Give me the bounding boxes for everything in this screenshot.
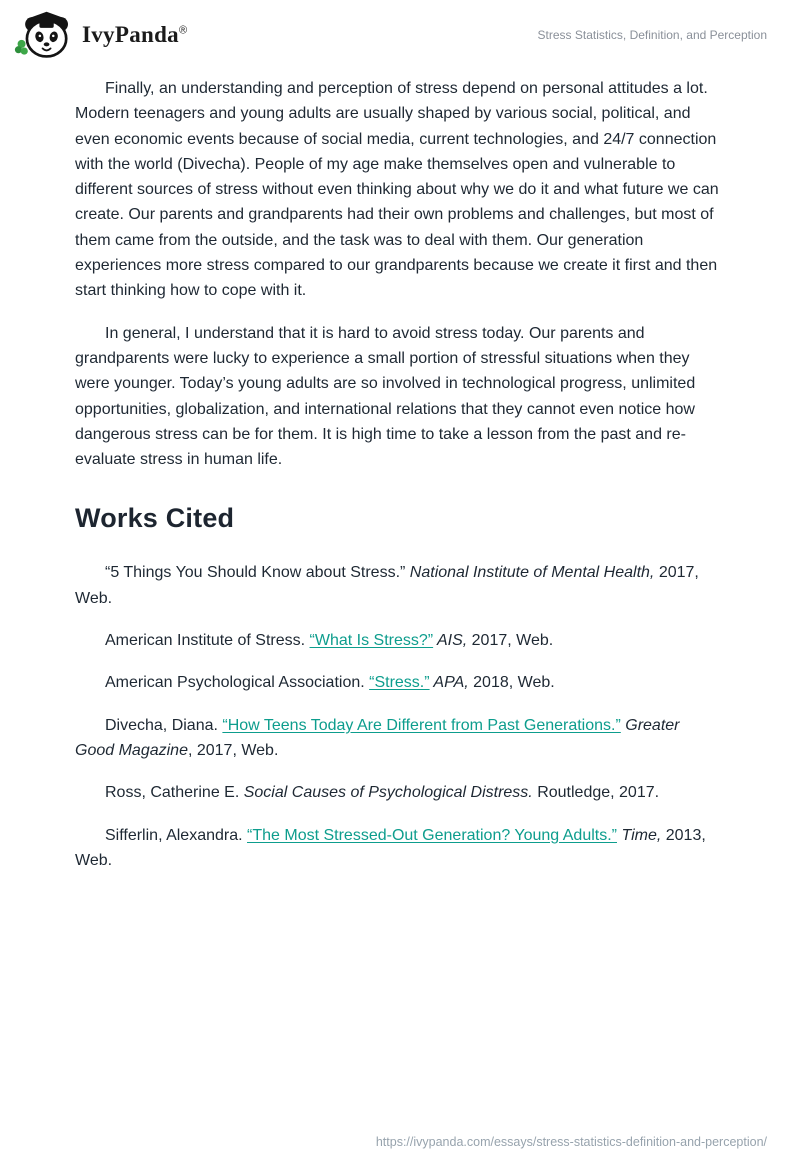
- citation-entry: [75, 823, 723, 874]
- citation-entry: [75, 670, 723, 695]
- registered-trademark: ®: [178, 24, 188, 37]
- ivypanda-brand[interactable]: [14, 10, 187, 60]
- works-cited-heading: Works Cited: [75, 503, 235, 534]
- citations-list: [75, 560, 723, 873]
- citation-entry: [75, 560, 723, 611]
- source-url-link[interactable]: https://ivypanda.com/essays/stress-statistics-definition-and-perception/: [375, 1135, 767, 1149]
- citation-text: National Institute of Mental Health,: [409, 564, 655, 582]
- citation-text: , 2017, Web.: [187, 741, 279, 759]
- ivypanda-logo-icon: [14, 10, 72, 60]
- essay-content: [0, 62, 800, 873]
- citation-link[interactable]: “What Is Stress?”: [309, 632, 434, 650]
- citation-text: 2013, Web.: [75, 826, 706, 869]
- citation-entry: [75, 780, 723, 805]
- citation-text: American Institute of Stress.: [105, 632, 310, 650]
- citation-entry: [75, 713, 723, 764]
- citation-text: Ross, Catherine E.: [105, 784, 244, 802]
- citation-text: Divecha, Diana.: [105, 716, 223, 734]
- essay-paragraph: Finally, an understanding and perception of stress depend on personal attitudes a lot. Modern teenagers and young adults are usually shaped by various social, political, and even economic events because of social media, current technologies, and 24/7 connection with the world (Divecha). People of my age make themselves open and vulnerable to different sources of stress without even thinking about why we do it and what future we can create. Our parents and grandparents had their own problems and challenges, but most of them came from the outside, and the task was to deal with them. Our generation experiences more stress compared to our grandparents because we create it first and then start thinking how to cope with it.: [75, 80, 719, 300]
- brand-name: IvyPanda®: [82, 22, 188, 47]
- citation-text: “5 Things You Should Know about Stress.”: [105, 564, 410, 582]
- citation-text: Social Causes of Psychological Distress.: [243, 784, 533, 802]
- citation-text: 2017, Web.: [467, 632, 554, 650]
- citation-entry: [75, 628, 723, 653]
- citation-text: Time,: [617, 826, 662, 844]
- citation-link[interactable]: “Stress.”: [369, 674, 430, 692]
- citation-text: 2017, Web.: [75, 564, 699, 607]
- citation-text: 2018, Web.: [468, 674, 555, 692]
- citation-text: APA,: [429, 674, 469, 692]
- citation-text: Sifferlin, Alexandra.: [105, 826, 248, 844]
- citation-text: Greater Good Magazine: [75, 716, 680, 759]
- citation-text: Routledge, 2017.: [532, 784, 660, 802]
- essay-paragraph: In general, I understand that it is hard to avoid stress today. Our parents and grandparents were lucky to experience a small portion of stressful situations when they were younger. Today’s young adults are so involved in technological progress, unlimited opportunities, globalization, and international relations that they cannot even notice how dangerous stress can be for them. It is high time to take a lesson from the past and re-evaluate stress in human life.: [75, 324, 696, 469]
- citation-link[interactable]: “How Teens Today Are Different from Past Generations.”: [222, 716, 621, 734]
- citation-link[interactable]: “The Most Stressed-Out Generation? Young Adults.”: [247, 826, 617, 844]
- page-title: Stress Statistics, Definition, and Perception: [537, 28, 767, 42]
- citation-text: AIS,: [433, 632, 468, 650]
- essay-body: [75, 76, 723, 472]
- page-header: [0, 0, 800, 62]
- citation-text: American Psychological Association.: [105, 674, 370, 692]
